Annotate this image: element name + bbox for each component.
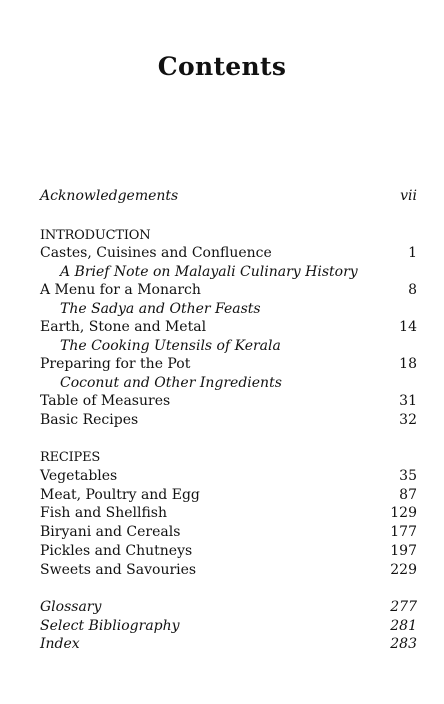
toc-entry-page: 281	[390, 618, 417, 634]
toc-entry-label: A Menu for a Monarch	[40, 282, 201, 298]
toc-entry-label: Meat, Poultry and Egg	[40, 487, 200, 503]
toc-entry-label: Acknowledgements	[40, 188, 179, 204]
toc-entry-label: Basic Recipes	[40, 412, 139, 428]
toc-entry-page: 283	[390, 636, 417, 652]
toc-entry-label: Select Bibliography	[40, 618, 180, 634]
toc-subentry[interactable]	[60, 263, 417, 282]
toc-entry[interactable]	[40, 467, 417, 486]
toc-entry-page: 18	[399, 356, 417, 372]
toc-entry-page: 32	[399, 412, 417, 428]
toc-entry-page: 129	[390, 505, 417, 521]
toc-entry-acknowledgements[interactable]	[40, 187, 417, 206]
toc-entry-page: vii	[400, 188, 417, 204]
toc-entry[interactable]	[40, 355, 417, 374]
toc-entry[interactable]	[40, 504, 417, 523]
toc-entry-page: 31	[399, 393, 417, 409]
toc-entry-page: 35	[399, 468, 417, 484]
toc-entry-page: 87	[399, 487, 417, 503]
toc-entry[interactable]	[40, 392, 417, 411]
toc-entry-label: Castes, Cuisines and Confluence	[40, 245, 272, 261]
toc-subentry-label: A Brief Note on Malayali Culinary History	[60, 264, 358, 280]
page-title: Contents	[157, 52, 287, 81]
toc-entry-label: Earth, Stone and Metal	[40, 319, 207, 335]
toc-subentry-label: The Sadya and Other Feasts	[60, 301, 261, 317]
toc-entry-label: Biryani and Cereals	[40, 524, 181, 540]
toc-entry-index[interactable]	[40, 635, 417, 654]
toc-entry-label: Preparing for the Pot	[40, 356, 191, 372]
section-heading-introduction	[40, 226, 417, 245]
toc-entry-page: 197	[390, 543, 417, 559]
toc-subentry-label: Coconut and Other Ingredients	[60, 375, 282, 391]
toc-entry-page: 1	[408, 245, 417, 261]
toc-entry-page: 277	[390, 599, 417, 615]
toc-entry-page: 229	[390, 562, 417, 578]
toc-entry[interactable]	[40, 318, 417, 337]
toc-entry[interactable]	[40, 523, 417, 542]
toc-entry[interactable]	[40, 542, 417, 561]
toc-entry[interactable]	[40, 411, 417, 430]
toc-entry-glossary[interactable]	[40, 598, 417, 617]
section-heading-label: INTRODUCTION	[40, 228, 151, 243]
toc-entry-label: Fish and Shellfish	[40, 505, 168, 521]
toc-entry-label: Vegetables	[40, 468, 118, 484]
toc-subentry[interactable]	[60, 374, 417, 393]
toc-entry[interactable]	[40, 561, 417, 580]
section-heading-recipes	[40, 448, 417, 467]
toc-subentry[interactable]	[60, 337, 417, 356]
toc-entry-bibliography[interactable]	[40, 617, 417, 636]
section-heading-label: RECIPES	[40, 450, 101, 465]
toc-entry-page: 177	[390, 524, 417, 540]
toc-entry-label: Glossary	[40, 599, 102, 615]
toc-entry-label: Pickles and Chutneys	[40, 543, 193, 559]
toc-entry[interactable]	[40, 486, 417, 505]
toc-entry-page: 8	[408, 282, 417, 298]
toc-entry-label: Table of Measures	[40, 393, 171, 409]
toc-entry-label: Sweets and Savouries	[40, 562, 197, 578]
toc-entry-label: Index	[40, 636, 80, 652]
toc-entry[interactable]	[40, 244, 417, 263]
toc-entry-page: 14	[399, 319, 417, 335]
toc-entry[interactable]	[40, 281, 417, 300]
toc-subentry[interactable]	[60, 300, 417, 319]
toc-subentry-label: The Cooking Utensils of Kerala	[60, 338, 281, 354]
